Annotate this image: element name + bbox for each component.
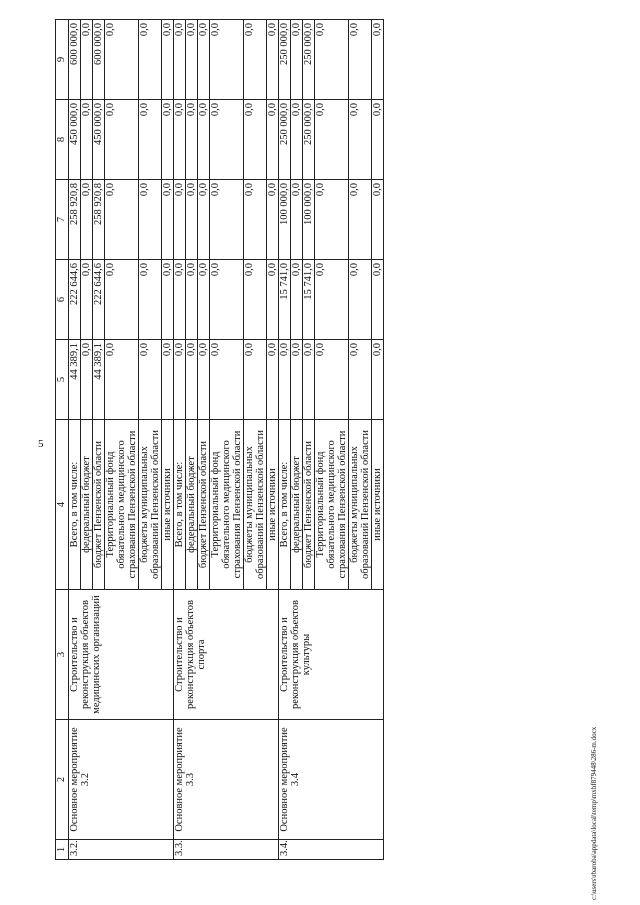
amount-cell: 0,0 — [139, 180, 162, 260]
amount-cell: 0,0 — [267, 20, 279, 100]
amount-cell: 600 000,0 — [69, 20, 81, 100]
amount-cell: 0,0 — [267, 180, 279, 260]
amount-cell: 0,0 — [291, 180, 303, 260]
amount-cell: 0,0 — [81, 180, 93, 260]
amount-cell: 0,0 — [291, 20, 303, 100]
amount-cell: 600 000,0 — [93, 20, 105, 100]
header-cell: 4 — [56, 420, 69, 590]
amount-cell: 0,0 — [162, 20, 174, 100]
rotated-table-container — [55, 20, 625, 860]
amount-cell: 0,0 — [349, 20, 372, 100]
activity-description-cell: Строительство и реконструкция объектов спорта — [174, 590, 279, 720]
funding-source-cell: Территориальный фонд обязательного медицинского страхования Пензенской области — [105, 420, 139, 590]
amount-cell: 0,0 — [105, 20, 139, 100]
amount-cell: 0,0 — [174, 180, 186, 260]
amount-cell: 258 920,8 — [93, 180, 105, 260]
amount-cell: 0,0 — [198, 180, 210, 260]
amount-cell: 15 741,0 — [279, 260, 291, 340]
amount-cell: 0,0 — [372, 260, 384, 340]
header-cell: 8 — [56, 100, 69, 180]
amount-cell: 0,0 — [267, 260, 279, 340]
amount-cell: 0,0 — [244, 100, 267, 180]
amount-cell: 0,0 — [174, 20, 186, 100]
amount-cell: 0,0 — [139, 260, 162, 340]
amount-cell: 0,0 — [186, 20, 198, 100]
funding-source-cell: Всего, в том числе: — [174, 420, 186, 590]
amount-cell: 0,0 — [105, 340, 139, 420]
amount-cell: 0,0 — [372, 100, 384, 180]
item-number-cell: 3.2. — [69, 840, 174, 860]
amount-cell: 0,0 — [139, 100, 162, 180]
table-row — [279, 20, 291, 860]
header-cell: 2 — [56, 720, 69, 840]
amount-cell: 250 000,0 — [303, 100, 315, 180]
amount-cell: 0,0 — [372, 20, 384, 100]
amount-cell: 0,0 — [162, 340, 174, 420]
header-cell: 5 — [56, 340, 69, 420]
amount-cell: 0,0 — [291, 100, 303, 180]
amount-cell: 0,0 — [291, 260, 303, 340]
amount-cell: 0,0 — [81, 260, 93, 340]
funding-source-cell: бюджеты муниципальных образований Пензенской области — [139, 420, 162, 590]
amount-cell: 0,0 — [162, 260, 174, 340]
funding-source-cell: иные источники — [372, 420, 384, 590]
amount-cell: 0,0 — [372, 340, 384, 420]
amount-cell: 450 000,0 — [69, 100, 81, 180]
amount-cell: 0,0 — [162, 180, 174, 260]
table-body — [56, 20, 384, 860]
amount-cell: 0,0 — [315, 20, 349, 100]
funding-source-cell: федеральный бюджет — [186, 420, 198, 590]
amount-cell: 0,0 — [162, 100, 174, 180]
amount-cell: 44 389,1 — [93, 340, 105, 420]
amount-cell: 0,0 — [315, 180, 349, 260]
amount-cell: 0,0 — [349, 260, 372, 340]
item-number-cell: 3.3. — [174, 840, 279, 860]
amount-cell: 0,0 — [210, 340, 244, 420]
amount-cell: 0,0 — [81, 20, 93, 100]
amount-cell: 222 644,6 — [69, 260, 81, 340]
amount-cell: 0,0 — [198, 340, 210, 420]
funding-table — [55, 19, 384, 860]
amount-cell: 258 920,8 — [69, 180, 81, 260]
item-number-cell: 3.4. — [279, 840, 384, 860]
amount-cell: 0,0 — [198, 260, 210, 340]
amount-cell: 0,0 — [186, 340, 198, 420]
amount-cell: 44 389,1 — [69, 340, 81, 420]
amount-cell: 0,0 — [81, 340, 93, 420]
header-cell: 1 — [56, 840, 69, 860]
header-cell: 3 — [56, 590, 69, 720]
amount-cell: 0,0 — [105, 100, 139, 180]
amount-cell: 0,0 — [315, 340, 349, 420]
amount-cell: 0,0 — [105, 180, 139, 260]
amount-cell: 450 000,0 — [93, 100, 105, 180]
funding-source-cell: бюджет Пензенской области — [198, 420, 210, 590]
amount-cell: 0,0 — [210, 20, 244, 100]
amount-cell: 0,0 — [139, 20, 162, 100]
funding-source-cell: федеральный бюджет — [81, 420, 93, 590]
page-number: 5 — [38, 438, 44, 450]
amount-cell: 0,0 — [210, 100, 244, 180]
amount-cell: 0,0 — [349, 340, 372, 420]
amount-cell: 0,0 — [244, 180, 267, 260]
header-cell: 9 — [56, 20, 69, 100]
amount-cell: 0,0 — [186, 260, 198, 340]
amount-cell: 0,0 — [198, 100, 210, 180]
footer-path — [590, 600, 600, 900]
amount-cell: 0,0 — [315, 260, 349, 340]
activity-description-cell: Строительство и реконструкция объектов культуры — [279, 590, 384, 720]
amount-cell: 0,0 — [244, 260, 267, 340]
amount-cell: 0,0 — [303, 340, 315, 420]
header-cell: 7 — [56, 180, 69, 260]
amount-cell: 0,0 — [244, 20, 267, 100]
amount-cell: 250 000,0 — [303, 20, 315, 100]
amount-cell: 0,0 — [139, 340, 162, 420]
amount-cell: 100 000,0 — [303, 180, 315, 260]
amount-cell: 0,0 — [210, 260, 244, 340]
amount-cell: 0,0 — [349, 180, 372, 260]
funding-source-cell: бюджеты муниципальных образований Пензенской области — [244, 420, 267, 590]
amount-cell: 0,0 — [81, 100, 93, 180]
amount-cell: 0,0 — [174, 340, 186, 420]
amount-cell: 0,0 — [174, 260, 186, 340]
funding-source-cell: федеральный бюджет — [291, 420, 303, 590]
footer-path-text: c:\users\rbaroba\appdata\local\temp\mxbf879448\286-m.docx — [590, 726, 598, 900]
activity-description-cell: Строительство и реконструкция объектов медицинских организаций — [69, 590, 174, 720]
activity-name-cell: Основное мероприятие 3.2 — [69, 720, 174, 840]
amount-cell: 0,0 — [372, 180, 384, 260]
amount-cell: 100 000,0 — [279, 180, 291, 260]
table-row — [174, 20, 186, 860]
amount-cell: 0,0 — [315, 100, 349, 180]
amount-cell: 0,0 — [244, 340, 267, 420]
funding-source-cell: бюджеты муниципальных образований Пензенской области — [349, 420, 372, 590]
funding-source-cell: Всего, в том числе: — [279, 420, 291, 590]
amount-cell: 0,0 — [267, 340, 279, 420]
funding-source-cell: иные источники — [267, 420, 279, 590]
funding-source-cell: Территориальный фонд обязательного медицинского страхования Пензенской области — [315, 420, 349, 590]
amount-cell: 15 741,0 — [303, 260, 315, 340]
table-row — [69, 20, 81, 860]
amount-cell: 0,0 — [267, 100, 279, 180]
header-row — [56, 20, 69, 860]
amount-cell: 0,0 — [186, 100, 198, 180]
amount-cell: 250 000,0 — [279, 20, 291, 100]
funding-source-cell: бюджет Пензенской области — [93, 420, 105, 590]
amount-cell: 250 000,0 — [279, 100, 291, 180]
funding-source-cell: иные источники — [162, 420, 174, 590]
amount-cell: 0,0 — [174, 100, 186, 180]
amount-cell: 0,0 — [105, 260, 139, 340]
header-cell: 6 — [56, 260, 69, 340]
funding-source-cell: бюджет Пензенской области — [303, 420, 315, 590]
funding-source-cell: Всего, в том числе: — [69, 420, 81, 590]
amount-cell: 0,0 — [198, 20, 210, 100]
activity-name-cell: Основное мероприятие 3.3 — [174, 720, 279, 840]
amount-cell: 0,0 — [291, 340, 303, 420]
activity-name-cell: Основное мероприятие 3.4 — [279, 720, 384, 840]
amount-cell: 222 644,6 — [93, 260, 105, 340]
amount-cell: 0,0 — [186, 180, 198, 260]
amount-cell: 0,0 — [349, 100, 372, 180]
funding-source-cell: Территориальный фонд обязательного медицинского страхования Пензенской области — [210, 420, 244, 590]
amount-cell: 0,0 — [279, 340, 291, 420]
amount-cell: 0,0 — [210, 180, 244, 260]
